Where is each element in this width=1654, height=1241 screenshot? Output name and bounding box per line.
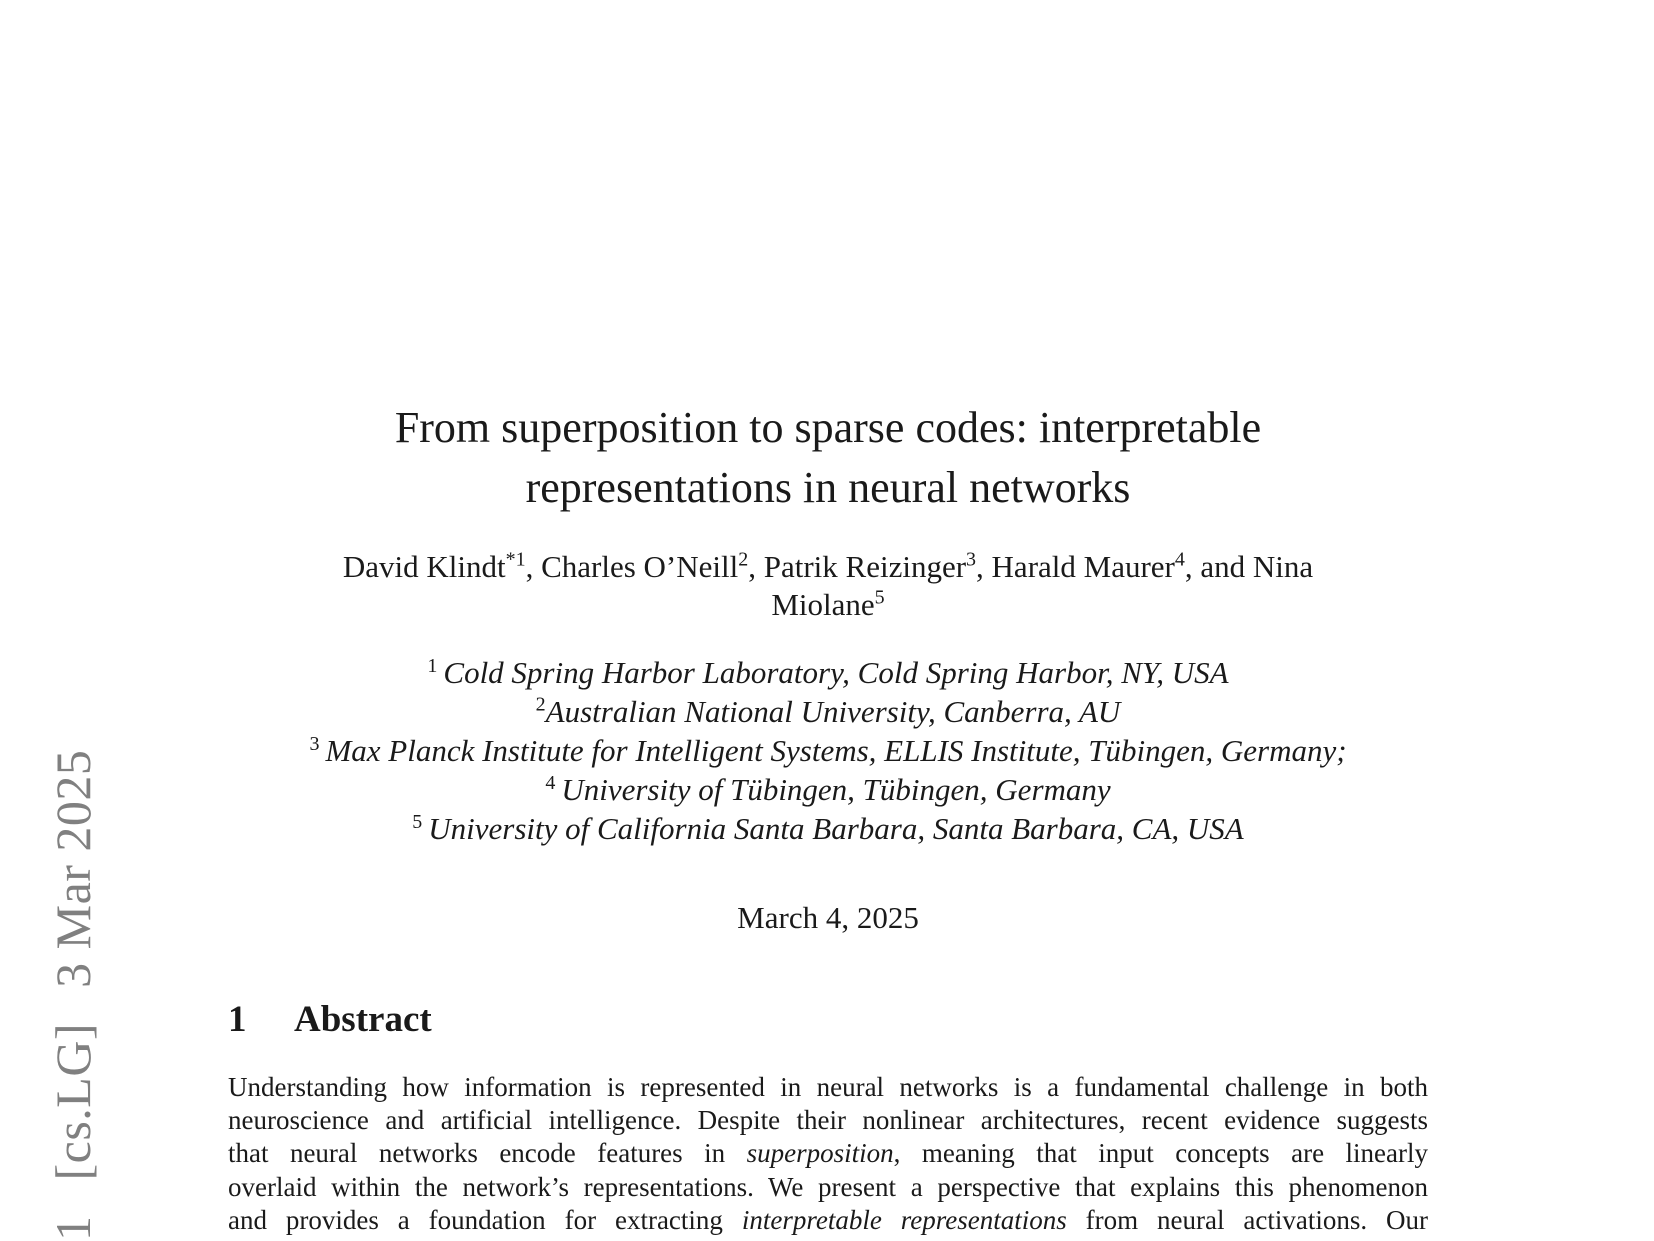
author-mark: *1 — [505, 548, 526, 571]
affiliation-number: 2 — [535, 693, 546, 716]
affiliation-text: University of Tübingen, Tübingen, Germany — [561, 772, 1111, 807]
section-number: 1 — [228, 999, 247, 1040]
abstract-line — [228, 1071, 1428, 1104]
abstract-text: Understanding how information is represented in neural networks is a fundamental challenge in both — [228, 1072, 1428, 1102]
paper-date: March 4, 2025 — [737, 900, 919, 935]
affiliation-number: 4 — [545, 771, 556, 794]
paper-title — [228, 398, 1428, 518]
affiliation-text: Max Planck Institute for Intelligent Systems, ELLIS Institute, Tübingen, Germany; — [325, 733, 1347, 768]
abstract-line — [228, 1137, 1428, 1170]
affiliation-text: Cold Spring Harbor Laboratory, Cold Spring Harbor, NY, USA — [443, 655, 1229, 690]
abstract-line — [228, 1204, 1428, 1237]
author-separator: , — [525, 549, 542, 584]
author-mark: 5 — [874, 586, 885, 609]
title-line-1: From superposition to sparse codes: interpretable — [394, 403, 1262, 452]
abstract-emphasis: interpretable representations — [741, 1204, 1067, 1235]
affiliation — [200, 692, 1456, 731]
abstract-text: that neural networks encode features in — [228, 1138, 747, 1169]
section-heading-abstract — [228, 998, 432, 1042]
affiliation-list — [200, 653, 1456, 848]
abstract-text: and provides a foundation for extracting — [228, 1204, 742, 1235]
author-mark: 3 — [966, 548, 977, 571]
abstract-line — [228, 1171, 1428, 1204]
affiliation — [200, 731, 1456, 770]
author-name: Harald Maurer — [991, 549, 1175, 584]
arxiv-date: 3 Mar 2025 — [45, 749, 101, 988]
title-line-2: representations in neural networks — [525, 463, 1131, 512]
author-separator: , — [748, 549, 764, 584]
author-separator: , — [976, 549, 992, 584]
abstract-text: neuroscience and artificial intelligence. Despite their nonlinear architectures, recent evidence suggests — [228, 1105, 1428, 1136]
affiliation-text: Australian National University, Canberra, AU — [545, 694, 1121, 729]
arxiv-id-fragment: 1 — [45, 1215, 101, 1241]
author-name: Patrik Reizinger — [763, 549, 967, 584]
author-mark: 4 — [1174, 548, 1185, 571]
affiliation-number: 3 — [309, 732, 320, 755]
abstract-text: from neural activations. Our — [1066, 1204, 1429, 1235]
abstract-text: overlaid within the network’s representations. We present a perspective that explains this phenomenon — [228, 1171, 1428, 1202]
affiliation — [200, 653, 1456, 692]
author-list — [228, 548, 1428, 624]
author-name: Charles O’Neill — [541, 549, 739, 584]
author-mark: 2 — [738, 548, 749, 571]
abstract-line — [228, 1104, 1428, 1137]
author-name-continued: Miolane — [771, 587, 875, 622]
affiliation-number: 1 — [427, 654, 438, 677]
abstract-emphasis: superposition — [746, 1138, 894, 1169]
abstract-text: , meaning that input concepts are linearly — [893, 1138, 1428, 1169]
abstract-body — [228, 1071, 1428, 1237]
author-name: David Klindt — [342, 549, 506, 584]
arxiv-category: [cs.LG] — [45, 1022, 101, 1181]
affiliation-text: University of California Santa Barbara, Santa Barbara, CA, USA — [428, 811, 1244, 846]
affiliation-number: 5 — [412, 810, 423, 833]
affiliation — [200, 770, 1456, 809]
author-and: , and Nina — [1184, 549, 1314, 584]
section-title: Abstract — [294, 999, 432, 1040]
affiliation — [200, 809, 1456, 848]
